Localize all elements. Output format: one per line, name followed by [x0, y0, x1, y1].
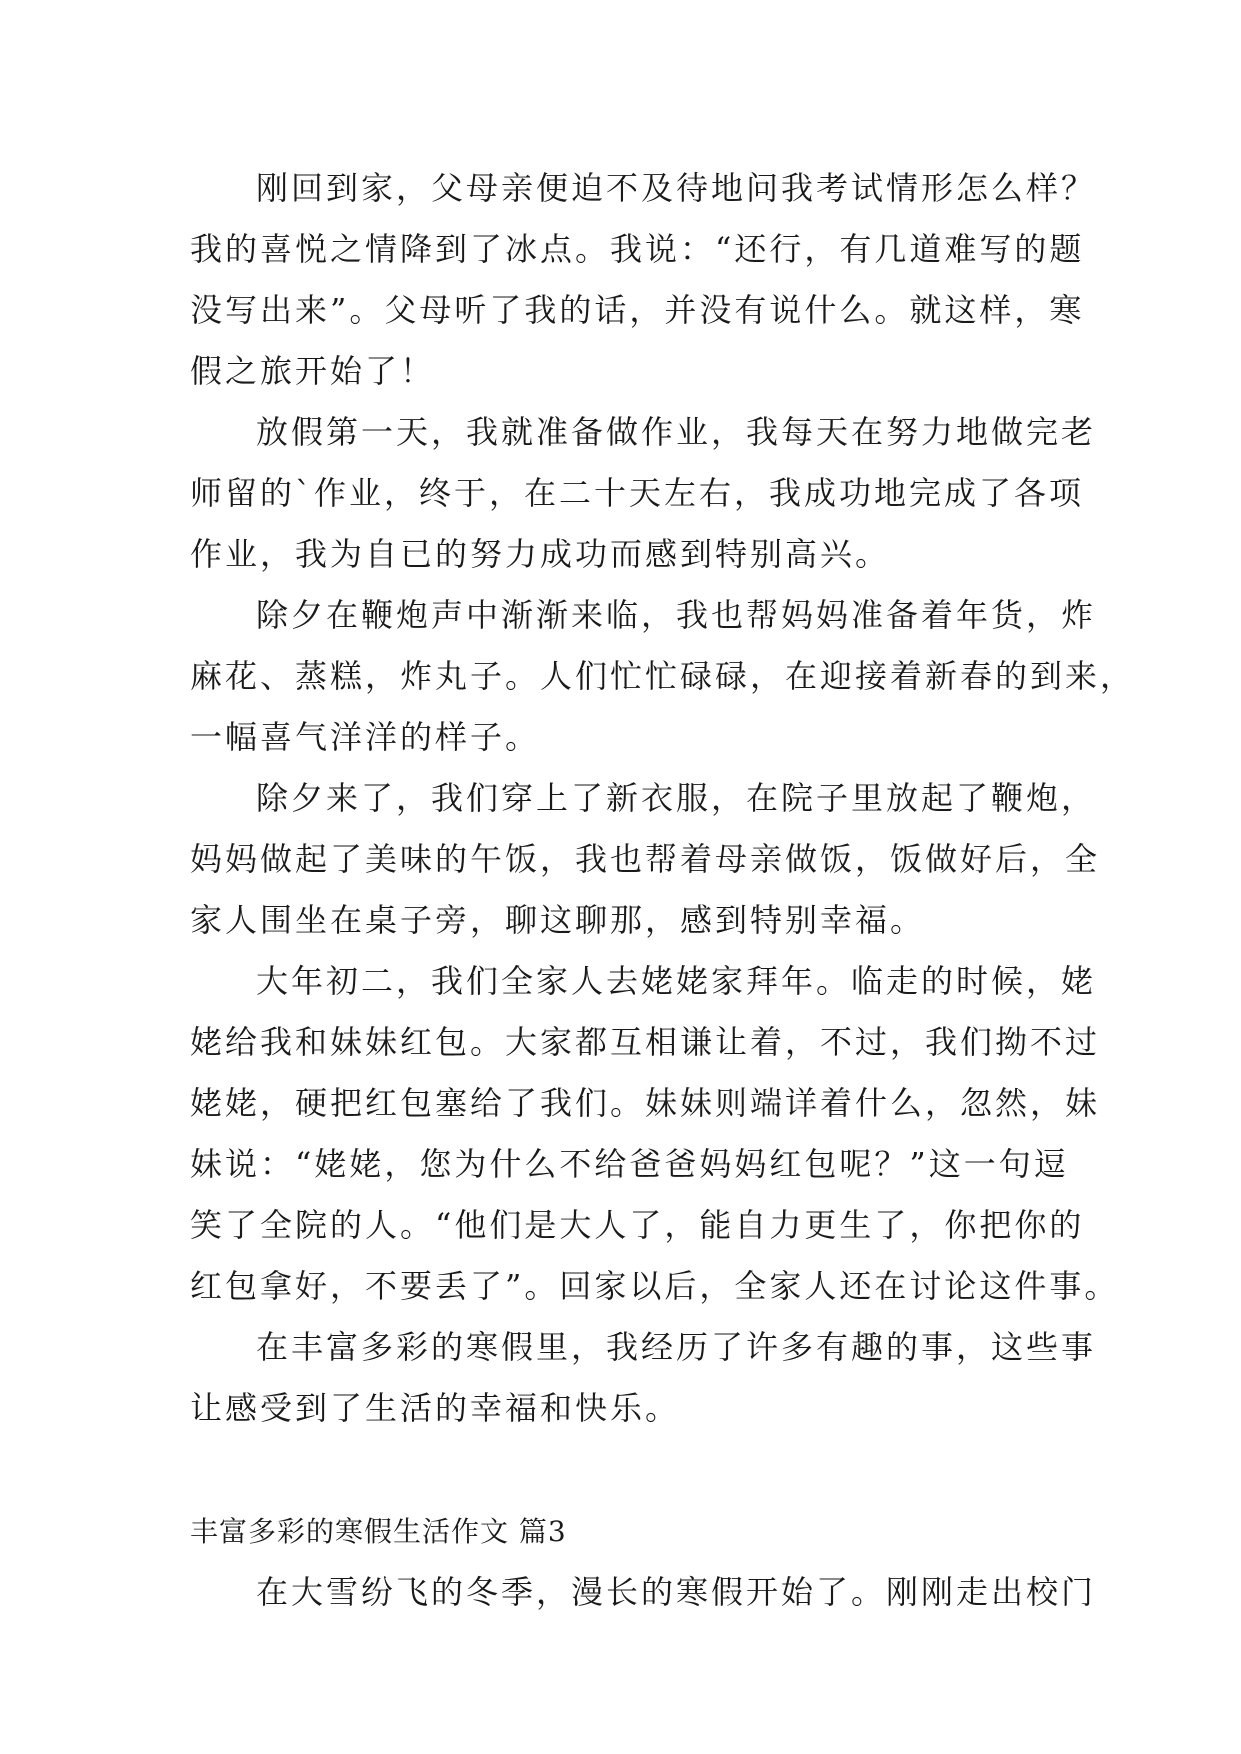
text-line: 假之旅开始了！: [190, 352, 436, 390]
paragraph: [190, 951, 1120, 1317]
text-line: 没写出来”。父母听了我的话，并没有说什么。就这样，寒: [190, 291, 1085, 329]
text-line: 作业，我为自已的努力成功而感到特别高兴。: [190, 535, 891, 573]
text-line: 大年初二，我们全家人去姥姥家拜年。临走的时候，姥: [256, 962, 1097, 1000]
text-line: 姥姥，硬把红包塞给了我们。妹妹则端详着什么，忽然，妹: [190, 1084, 1101, 1122]
paragraph: [190, 1562, 1097, 1623]
text-line: 师留的`作业，终于，在二十天左右，我成功地完成了各项: [190, 474, 1085, 512]
text-line: 笑了全院的人。“他们是大人了，能自力更生了，你把你的: [190, 1206, 1085, 1244]
text-line: 除夕来了，我们穿上了新衣服，在院子里放起了鞭炮，: [256, 779, 1097, 817]
text-line: 一幅喜气洋洋的样子。: [190, 718, 541, 756]
text-line: 麻花、蒸糕，炸丸子。人们忙忙碌碌，在迎接着新春的到来，: [190, 657, 1136, 695]
paragraph: [190, 1317, 1097, 1439]
document-body: [190, 158, 1136, 1623]
text-line: 除夕在鞭炮声中渐渐来临，我也帮妈妈准备着年货，炸: [256, 596, 1097, 634]
text-line: 姥给我和妹妹红包。大家都互相谦让着，不过，我们拗不过: [190, 1023, 1101, 1061]
text-line: 我的喜悦之情降到了冰点。我说：“还行，有几道难写的题: [190, 230, 1085, 268]
text-line: 红包拿好，不要丢了”。回家以后，全家人还在讨论这件事。: [190, 1267, 1120, 1305]
paragraph: [190, 768, 1101, 951]
paragraph: [190, 402, 1097, 585]
text-line: 让感受到了生活的幸福和快乐。: [190, 1389, 681, 1427]
text-line: 妹说：“姥姥，您为什么不给爸爸妈妈红包呢？”这一句逗: [190, 1145, 1069, 1183]
text-line: 在大雪纷飞的冬季，漫长的寒假开始了。刚刚走出校门: [256, 1573, 1097, 1611]
paragraph: [190, 158, 1097, 402]
text-line: 妈妈做起了美味的午饭，我也帮着母亲做饭，饭做好后，全: [190, 840, 1101, 878]
text-line: 放假第一天，我就准备做作业，我每天在努力地做完老: [256, 413, 1097, 451]
paragraph: [190, 585, 1136, 768]
text-line: 刚回到家，父母亲便迫不及待地问我考试情形怎么样？: [256, 169, 1097, 207]
section-spacer: [190, 1439, 1050, 1501]
section-heading: 丰富多彩的寒假生活作文 篇3: [190, 1515, 567, 1548]
text-line: 家人围坐在桌子旁，聊这聊那，感到特别幸福。: [190, 901, 926, 939]
text-line: 在丰富多彩的寒假里，我经历了许多有趣的事，这些事: [256, 1328, 1097, 1366]
